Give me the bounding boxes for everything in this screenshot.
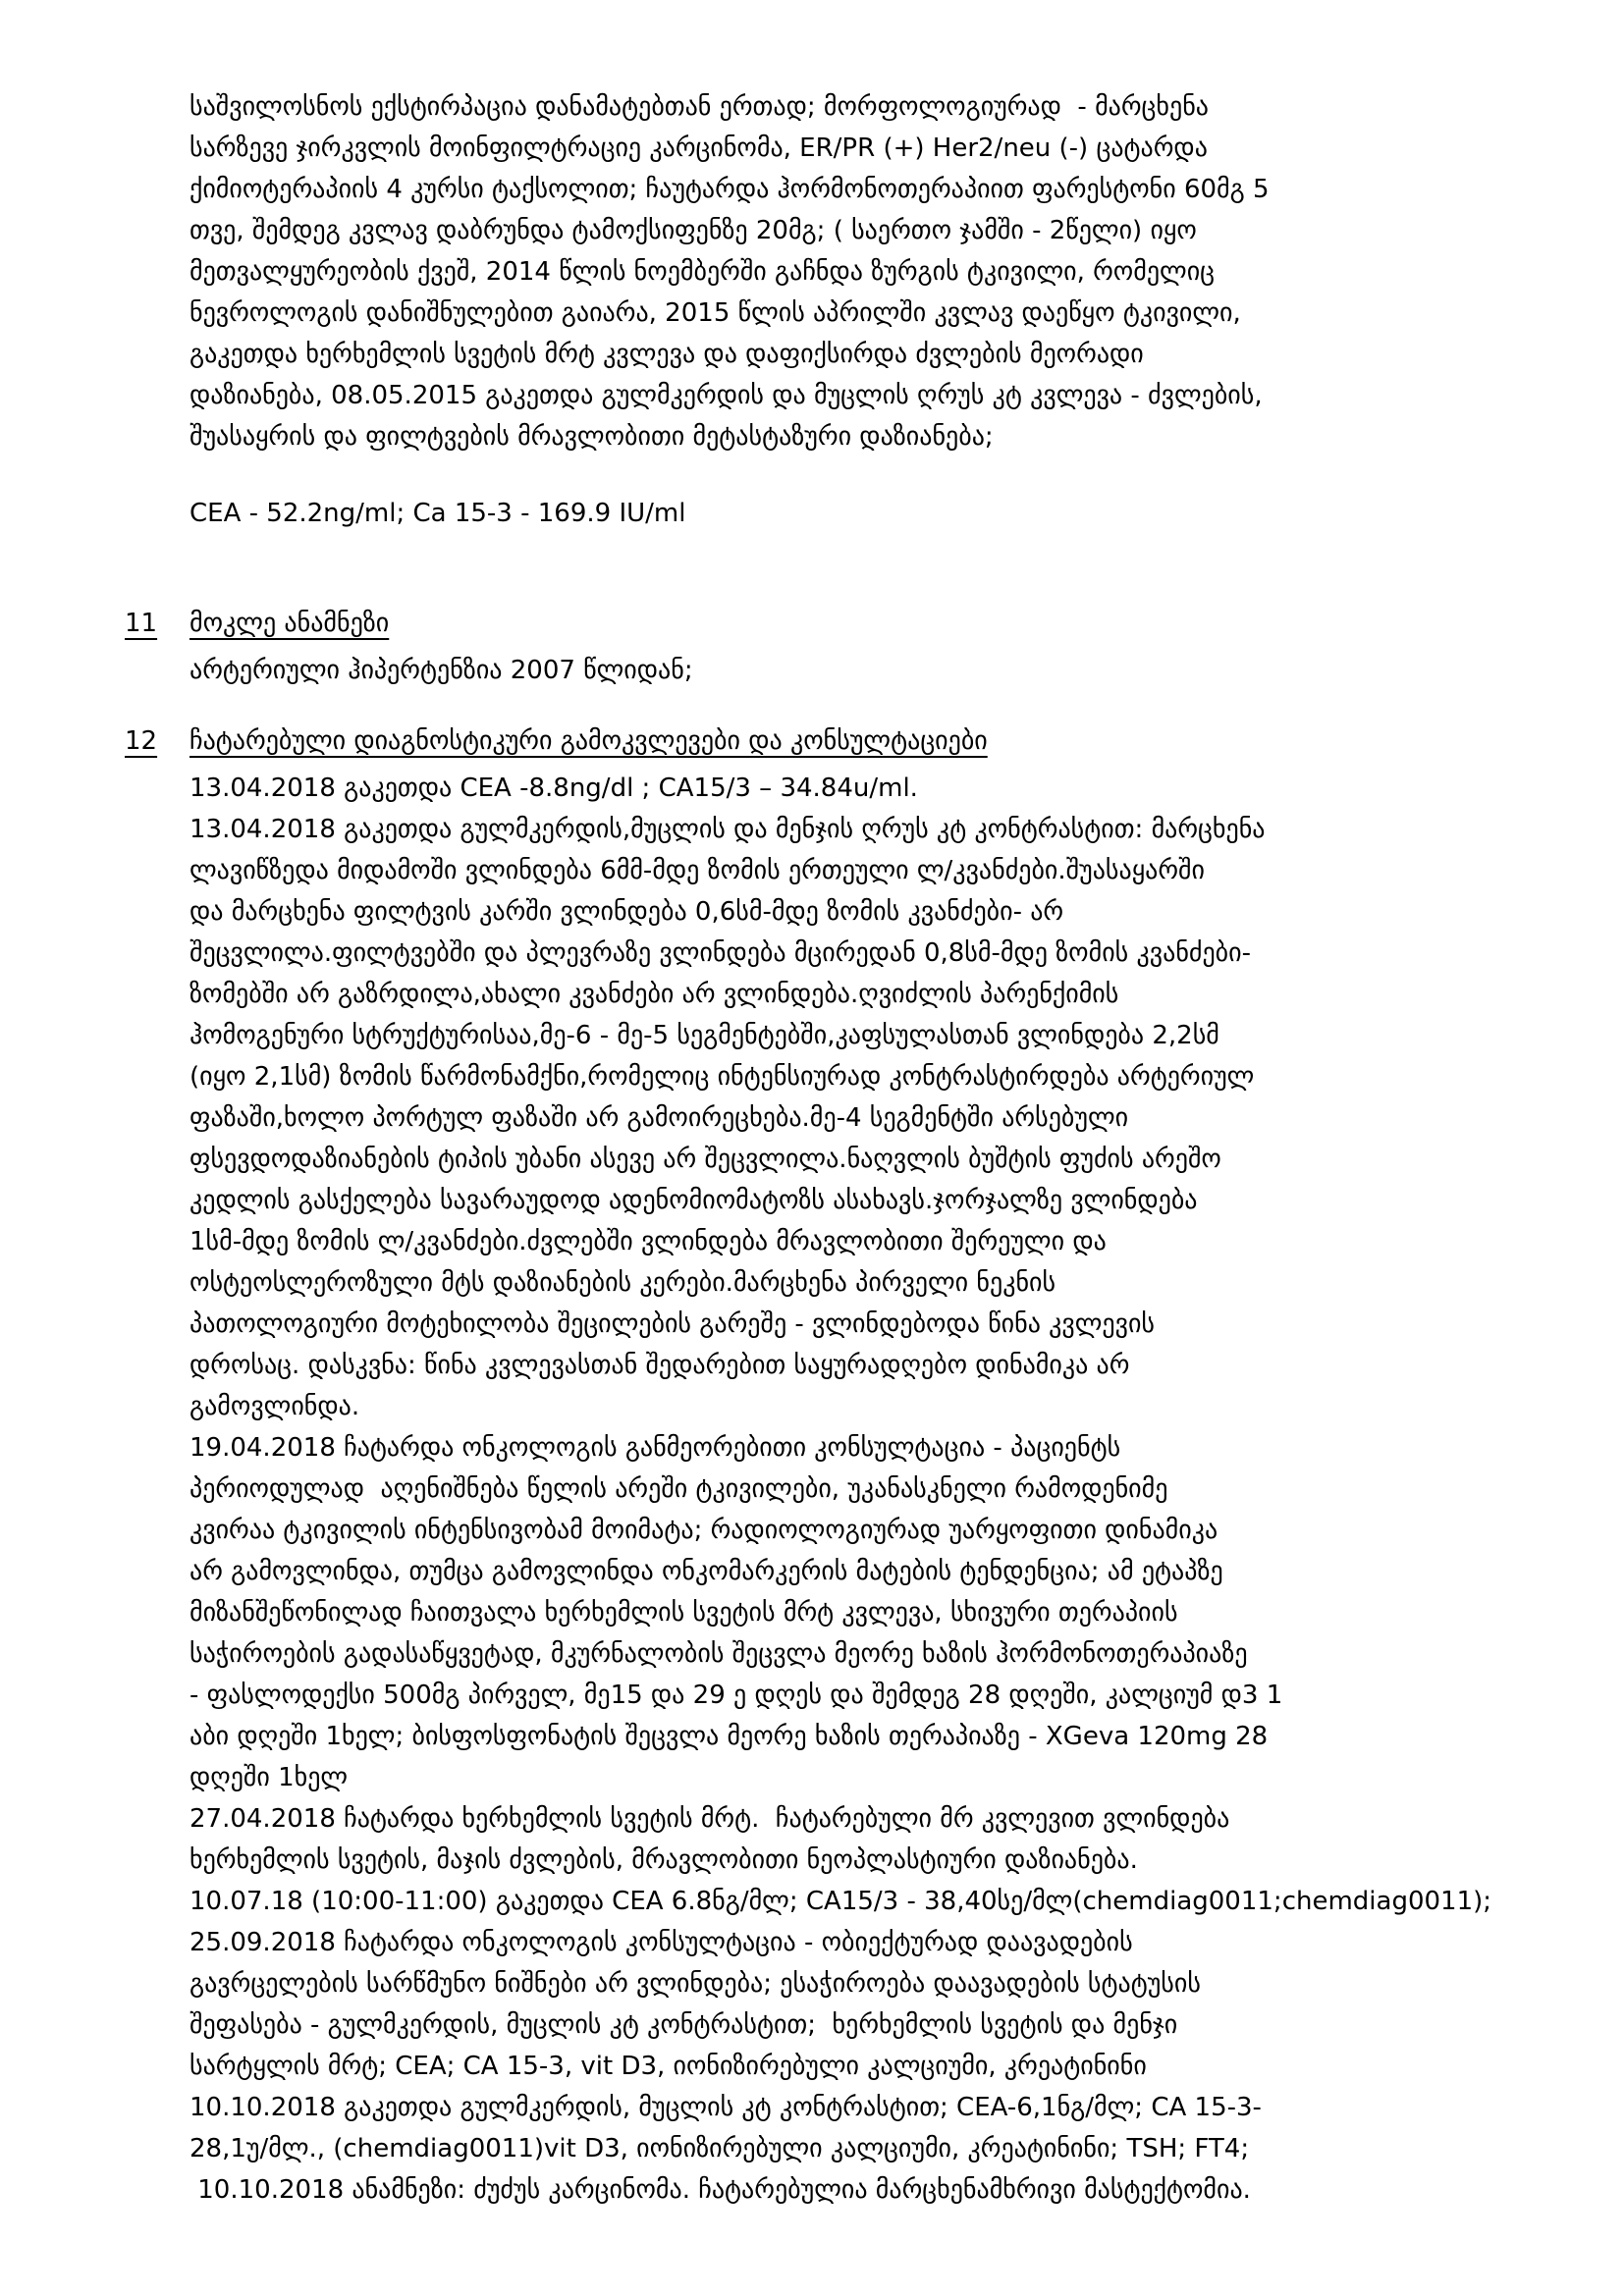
text-line: გაკეთდა ხერხემლის სვეტის მრტ კვლევა და დაფიქსირდა ძვლების მეორადი bbox=[189, 340, 1144, 369]
text-line: ფსევდოდაზიანების ტიპის უბანი ასევე არ შეცვლილა.ნაღვლის ბუშტის ფუძის არეშო bbox=[189, 1145, 1221, 1174]
text-line: ნევროლოგის დანიშნულებით გაიარა, 2015 წლის აპრილში კვლავ დაეწყო ტკივილი, bbox=[189, 298, 1241, 328]
text-line: დროსაც. დასკვნა: წინა კვლევასთან შედარებით საყურადღებო დინამიკა არ bbox=[189, 1351, 1130, 1380]
section-diagnostics-consultations bbox=[125, 721, 1565, 2211]
text-line: პერიოდულად აღენიშნება წელის არეში ტკივილები, უკანასკნელი რამოდენიმე bbox=[189, 1474, 1168, 1504]
text-line: გავრცელების სარწმუნო ნიშნები არ ვლინდება; ესაჭიროება დაავადების სტატუსის bbox=[189, 1969, 1201, 1999]
text-line: აბი დღეში 1ხელ; ბისფოსფონატის შეცვლა მეორე ხაზის თერაპიაზე - XGeva 120mg 28 bbox=[189, 1722, 1269, 1751]
text-line: 13.04.2018 გაკეთდა CEA -8.8ng/dl ; CA15/3 – 34.84u/ml. bbox=[189, 774, 918, 803]
intro-paragraph bbox=[189, 86, 1565, 457]
text-line: მეთვალყურეობის ქვეშ, 2014 წლის ნოემბერში გაჩნდა ზურგის ტკივილი, რომელიც bbox=[189, 257, 1216, 287]
section-heading bbox=[125, 721, 1565, 762]
text-line: დაზიანება, 08.05.2015 გაკეთდა გულმკერდის და მუცლის ღრუს კტ კვლევა - ძვლების, bbox=[189, 381, 1263, 410]
text-line: ჰომოგენური სტრუქტურისაა,მე-6 - მე-5 სეგმენტებში,კაფსულასთან ვლინდება 2,2სმ bbox=[189, 1021, 1219, 1050]
text-line: სარზევე ჯირკვლის მოინფილტრაციე კარცინომა, ER/PR (+) Her2/neu (-) ცატარდა bbox=[189, 133, 1208, 163]
text-line: საჭიროების გადასაწყვეტად, მკურნალობის შეცვლა მეორე ხაზის ჰორმონოთერაპიაზე bbox=[189, 1639, 1248, 1669]
text-line: 10.10.2018 გაკეთდა გულმკერდის, მუცლის კტ კონტრასტით; CEA-6,1ნგ/მლ; CA 15-3- bbox=[189, 2093, 1262, 2122]
section-short-anamnesis bbox=[125, 603, 1565, 691]
text-line: თვე, შემდეგ კვლავ დაბრუნდა ტამოქსიფენზე 20მგ; ( საერთო ჯამში - 2წელი) იყო bbox=[189, 216, 1197, 245]
text-line: მიზანშეწონილად ჩაითვალა ხერხემლის სვეტის მრტ კვლევა, სხივური თერაპიის bbox=[189, 1598, 1178, 1628]
section-title: მოკლე ანამნეზი bbox=[189, 609, 390, 638]
text-line: ლავიწზედა მიდამოში ვლინდება 6მმ-მდე ზომის ერთეული ლ/კვანძები.შუასაყარში bbox=[189, 856, 1205, 885]
text-line: (იყო 2,1სმ) ზომის წარმონამქნი,რომელიც ინტენსიურად კონტრასტირდება არტერიულ bbox=[189, 1062, 1255, 1092]
section-number: 12 bbox=[125, 726, 158, 756]
text-line: გამოვლინდა. bbox=[189, 1392, 360, 1421]
text-line: პათოლოგიური მოტეხილობა შეცილების გარეშე - ვლინდებოდა წინა კვლევის bbox=[189, 1309, 1156, 1339]
text-line: შუასაყრის და ფილტვების მრავლობითი მეტასტაზური დაზიანება; bbox=[189, 422, 994, 452]
section-title: ჩატარებული დიაგნოსტიკური გამოკვლევები და კონსულტაციები bbox=[189, 726, 988, 756]
text-line: და მარცხენა ფილტვის კარში ვლინდება 0,6სმ-მდე ზომის კვანძები- არ bbox=[189, 897, 1064, 927]
text-line: 10.07.18 (10:00-11:00) გაკეთდა CEA 6.8ნგ/მლ; CA15/3 - 38,40სე/მლ(chemdiag0011;chemdiag0011); bbox=[189, 1887, 1492, 1916]
section-heading bbox=[125, 603, 1565, 644]
text-line: საშვილოსნოს ექსტირპაცია დანამატებთან ერთად; მორფოლოგიურად - მარცხენა bbox=[189, 92, 1209, 122]
text-line: ზომებში არ გაზრდილა,ახალი კვანძები არ ვლინდება.ღვიძლის პარენქიმის bbox=[189, 980, 1119, 1009]
text-line: ქიმიოტერაპიის 4 კურსი ტაქსოლით; ჩაუტარდა ჰორმონოთერაპიით ფარესტონი 60მგ 5 bbox=[189, 175, 1270, 204]
text-line: არ გამოვლინდა, თუმცა გამოვლინდა ონკომარკერის მატების ტენდენცია; ამ ეტაპზე bbox=[189, 1557, 1223, 1586]
text-line: არტერიული ჰიპერტენზია 2007 წლიდან; bbox=[189, 656, 693, 685]
text-line: კედლის გასქელება სავარაუდოდ ადენომიომატოზს ასახავს.ჯორჯალზე ვლინდება bbox=[189, 1186, 1198, 1215]
text-line: შეფასება - გულმკერდის, მუცლის კტ კონტრასტით; ხერხემლის სვეტის და მენჯი bbox=[189, 2010, 1178, 2040]
text-line: შეცვლილა.ფილტვებში და პლევრაზე ვლინდება მცირედან 0,8სმ-მდე ზომის კვანძები- bbox=[189, 938, 1251, 968]
text-line: 10.10.2018 ანამნეზი: ძუძუს კარცინომა. ჩატარებულია მარცხენამხრივი მასტექტომია. bbox=[189, 2175, 1251, 2205]
text-line: ოსტეოსლეროზული მტს დაზიანების კერები.მარცხენა პირველი ნეკნის bbox=[189, 1268, 1056, 1298]
text-line: 27.04.2018 ჩატარდა ხერხემლის სვეტის მრტ. ჩატარებული მრ კვლევით ვლინდება bbox=[189, 1804, 1230, 1834]
section-body bbox=[189, 768, 1565, 2211]
text-line: 25.09.2018 ჩატარდა ონკოლოგის კონსულტაცია - ობიექტურად დაავადების bbox=[189, 1928, 1133, 1957]
text-line: 28,1უ/მლ., (chemdiag0011)vit D3, იონიზირებული კალციუმი, კრეატინინი; TSH; FT4; bbox=[189, 2134, 1250, 2163]
text-line: სარტყლის მრტ; CEA; CA 15-3, vit D3, იონიზირებული კალციუმი, კრეატინინი bbox=[189, 2052, 1147, 2081]
lab-results-line: CEA - 52.2ng/ml; Ca 15-3 - 169.9 IU/ml bbox=[189, 499, 686, 528]
section-number: 11 bbox=[125, 609, 158, 638]
text-line: 13.04.2018 გაკეთდა გულმკერდის,მუცლის და მენჯის ღრუს კტ კონტრასტით: მარცხენა bbox=[189, 815, 1266, 844]
text-line: - ფასლოდექსი 500მგ პირველ, მე15 და 29 ე დღეს და შემდეგ 28 დღეში, კალციუმ დ3 1 bbox=[189, 1681, 1283, 1710]
text-line: ფაზაში,ხოლო პორტულ ფაზაში არ გამოირეცხება.მე-4 სეგმენტში არსებული bbox=[189, 1103, 1129, 1133]
text-line: დღეში 1ხელ bbox=[189, 1763, 349, 1792]
text-line: ხერხემლის სვეტის, მაჯის ძვლების, მრავლობითი ნეოპლასტიური დაზიანება. bbox=[189, 1845, 1138, 1875]
text-line: 1სმ-მდე ზომის ლ/კვანძები.ძვლებში ვლინდება მრავლობითი შერეული და bbox=[189, 1227, 1107, 1256]
text-line: 19.04.2018 ჩატარდა ონკოლოგის განმეორებითი კონსულტაცია - პაციენტს bbox=[189, 1433, 1121, 1463]
text-line: კვირაა ტკივილის ინტენსივობამ მოიმატა; რადიოლოგიურად უარყოფითი დინამიკა bbox=[189, 1516, 1218, 1545]
section-body bbox=[189, 650, 1565, 691]
